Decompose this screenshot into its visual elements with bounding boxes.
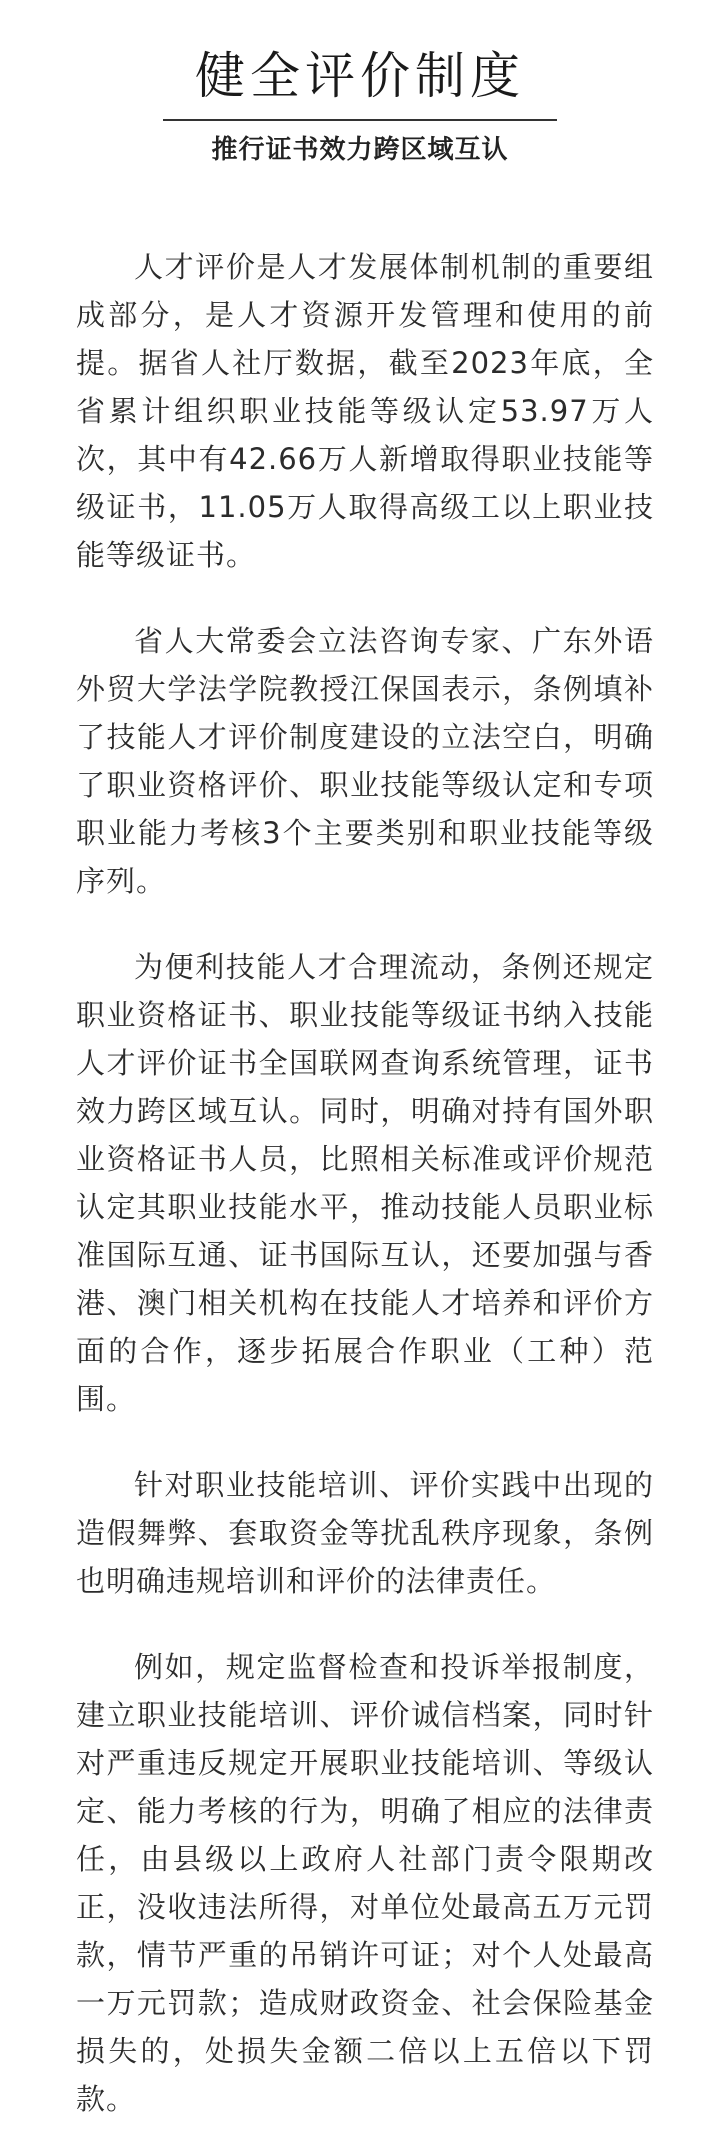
body-paragraph-2: 省人大常委会立法咨询专家、广东外语外贸大学法学院教授江保国表示，条例填补了技能人才评价制度建设的立法空白，明确了职业资格评价、职业技能等级认定和专项职业能力考核3个主要类别和职业技能等级序列。 <box>76 624 654 898</box>
body-paragraph-1: 人才评价是人才发展体制机制的重要组成部分，是人才资源开发管理和使用的前提。据省人社厅数据，截至2023年底，全省累计组织职业技能等级认定53.97万人次，其中有42.66万人新增取得职业技能等级证书，11.05万人取得高级工以上职业技能等级证书。 <box>76 250 654 572</box>
body-paragraph-3: 为便利技能人才合理流动，条例还规定职业资格证书、职业技能等级证书纳入技能人才评价证书全国联网查询系统管理，证书效力跨区域互认。同时，明确对持有国外职业资格证书人员，比照相关标准或评价规范认定其职业技能水平，推动技能人员职业标准国际互通、证书国际互认，还要加强与香港、澳门相关机构在技能人才培养和评价方面的合作，逐步拓展合作职业（工种）范围。 <box>76 950 654 1416</box>
page-title: 健全评价制度 <box>195 47 525 105</box>
body-paragraph-5: 例如，规定监督检查和投诉举报制度，建立职业技能培训、评价诚信档案，同时针对严重违反规定开展职业技能培训、等级认定、能力考核的行为，明确了相应的法律责任，由县级以上政府人社部门责令限期改正，没收违法所得，对单位处最高五万元罚款，情节严重的吊销许可证；对个人处最高一万元罚款；造成财政资金、社会保险基金损失的，处损失金额二倍以上五倍以下罚款。 <box>76 1650 654 2116</box>
page-subtitle: 推行证书效力跨区域互认 <box>211 135 509 165</box>
title-divider <box>163 119 557 121</box>
body-paragraph-4: 针对职业技能培训、评价实践中出现的造假舞弊、套取资金等扰乱秩序现象，条例也明确违规培训和评价的法律责任。 <box>76 1468 654 1598</box>
